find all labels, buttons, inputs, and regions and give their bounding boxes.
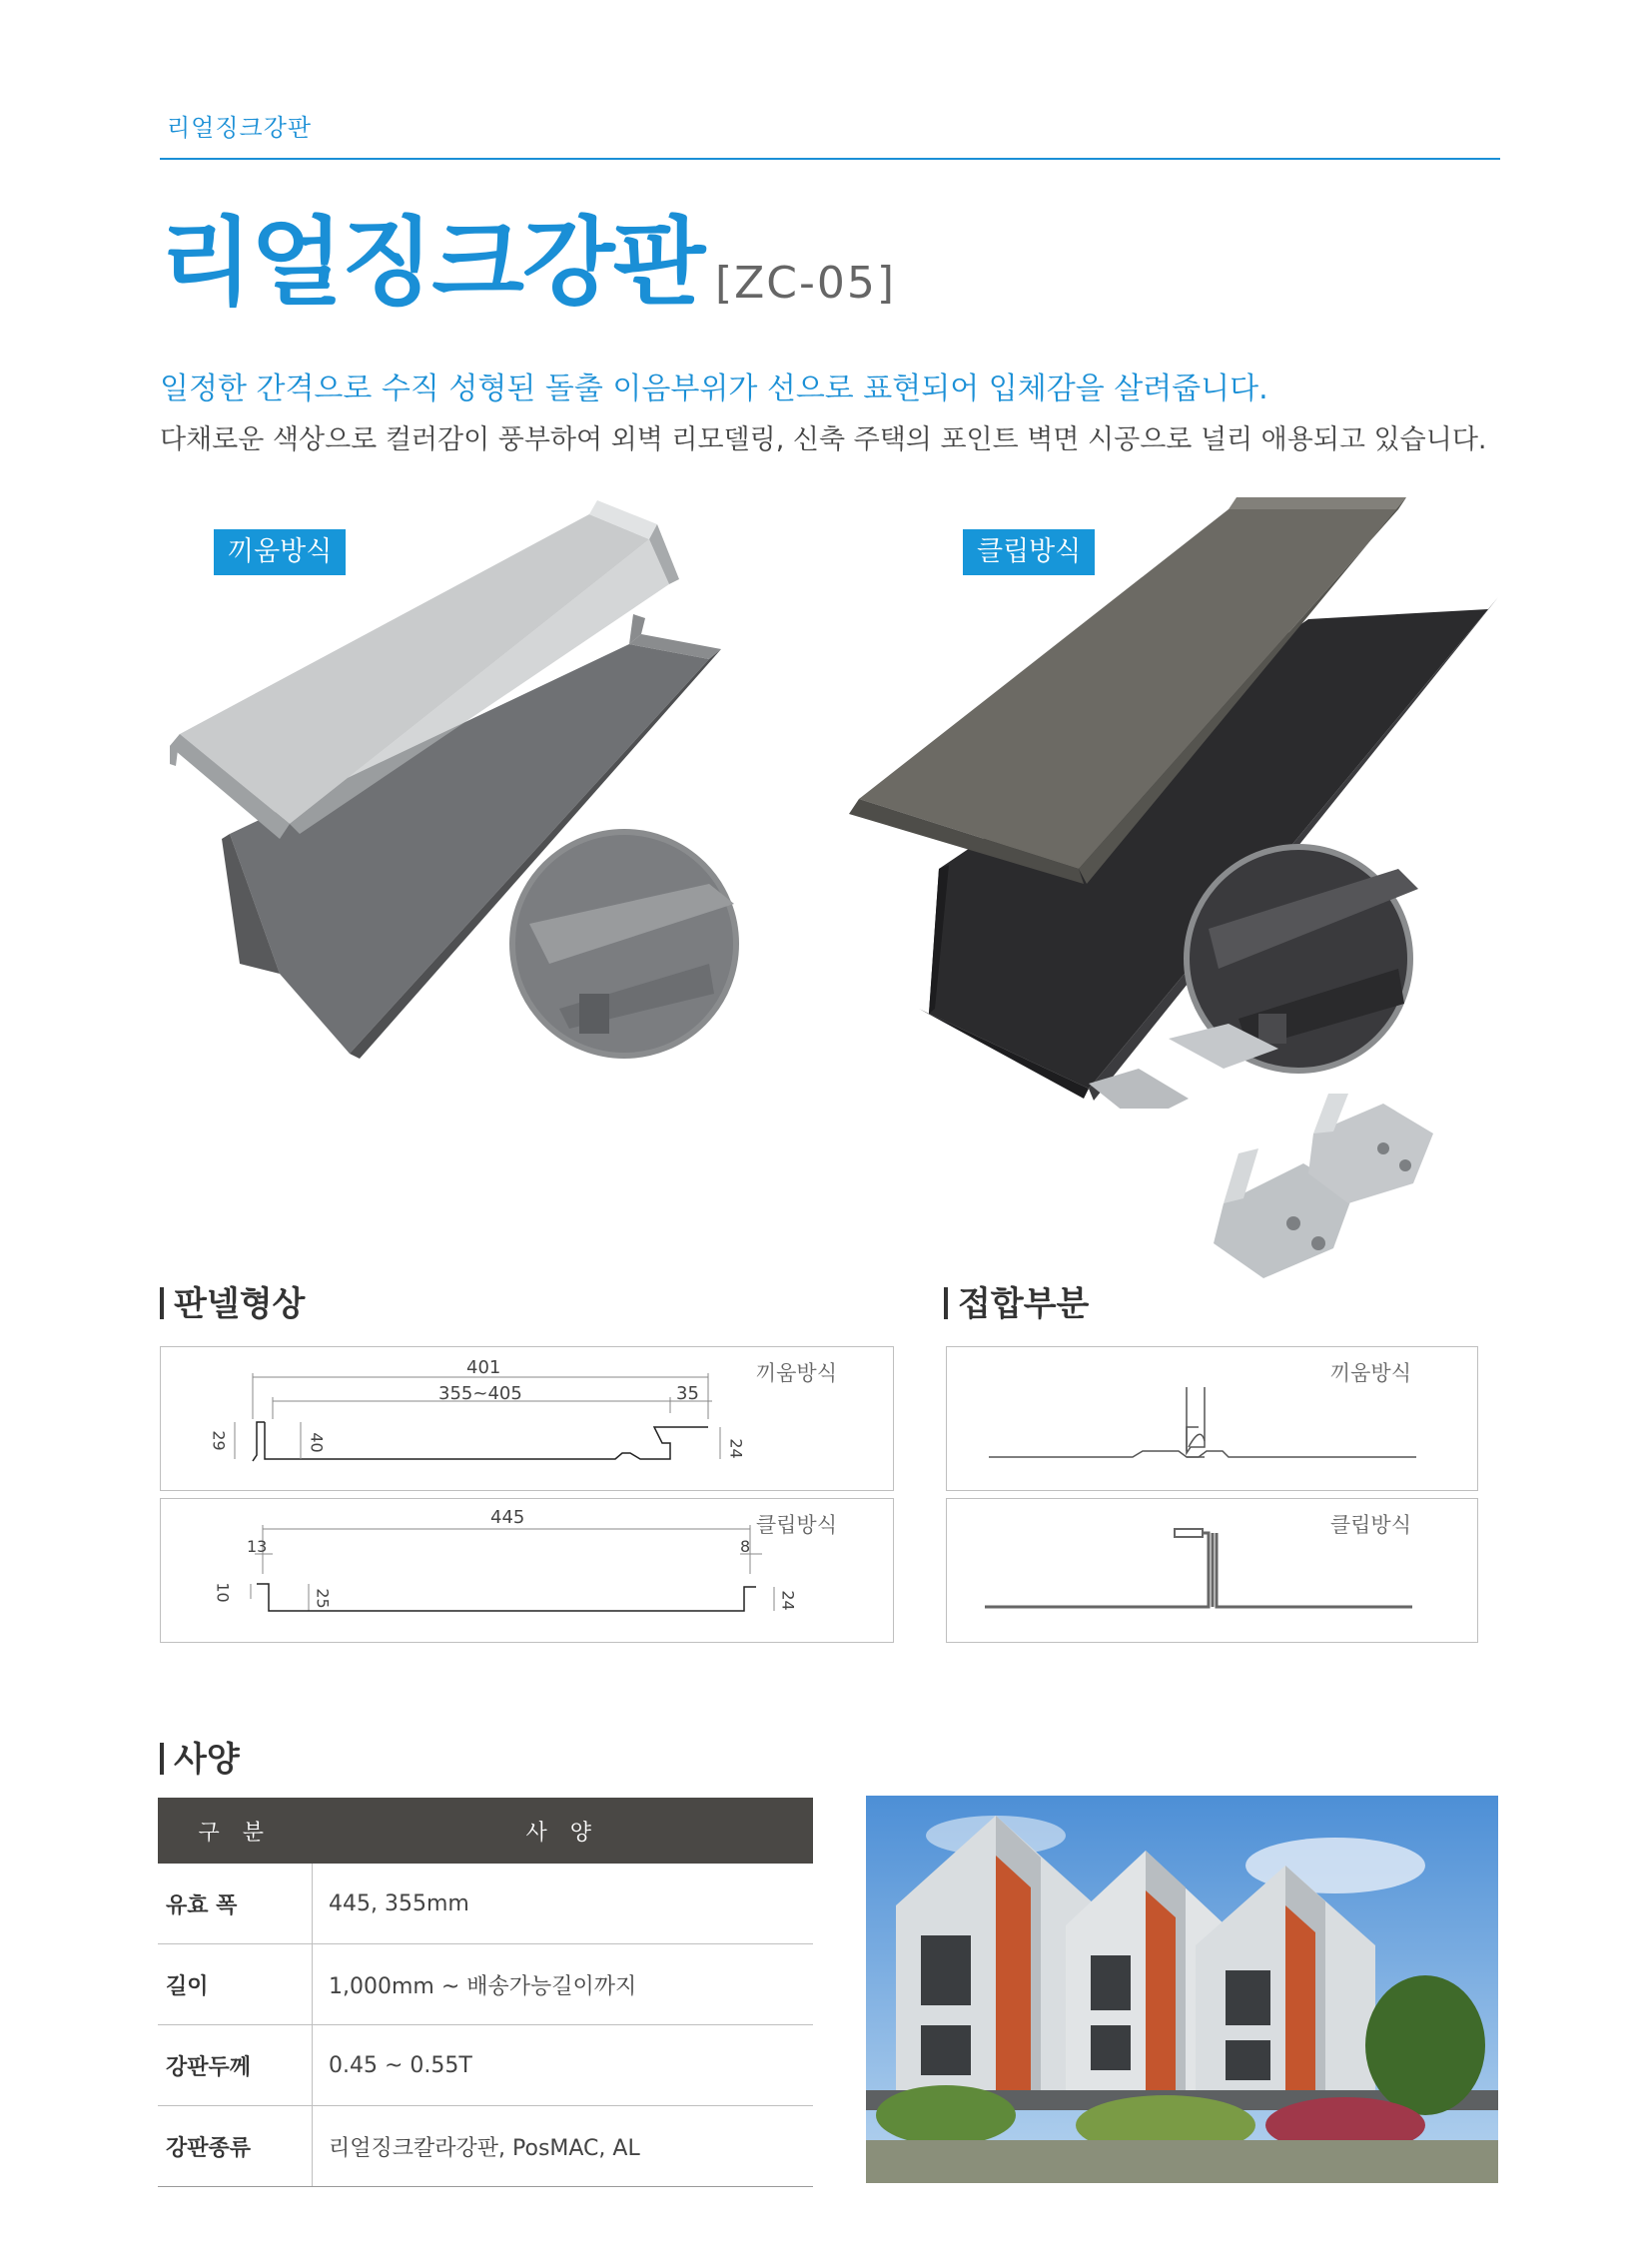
spec-row-value: 1,000mm ~ 배송가능길이까지: [313, 1944, 814, 2025]
dim-401: 401: [466, 1357, 501, 1378]
dim-24: 24: [726, 1438, 746, 1459]
product-code: [ZC-05]: [715, 258, 897, 309]
dim-445: 445: [490, 1507, 525, 1528]
joint-fitting-label: 끼움방식: [1329, 1361, 1411, 1385]
panel-shape-title: 판넬형상: [174, 1284, 306, 1324]
joint-clip-box: [946, 1498, 1478, 1643]
table-row: [158, 1864, 813, 1944]
dim-40: 40: [307, 1432, 327, 1453]
spec-heading: [160, 1732, 240, 1781]
dim-8: 8: [740, 1537, 751, 1556]
spec-header-category: 구 분: [158, 1798, 313, 1864]
page-description: 다채로운 색상으로 컬러감이 풍부하여 외벽 리모델링, 신축 주택의 포인트 벽면 시공으로 널리 애용되고 있습니다.: [160, 424, 1487, 455]
clip-type-tag: 클립방식: [963, 529, 1095, 575]
dim-355-405: 355~405: [438, 1383, 522, 1404]
panel-shape-clip-box: [160, 1498, 894, 1643]
spec-row-label: 길이: [158, 1944, 313, 2025]
dim-35: 35: [676, 1383, 699, 1404]
spec-table: [158, 1798, 813, 2187]
header-divider: [160, 158, 1500, 160]
clip-profile-drawing: [161, 1499, 893, 1642]
spec-row-label: 강판두께: [158, 2025, 313, 2106]
panel-shape-fitting-box: [160, 1346, 894, 1491]
dim-25: 25: [313, 1588, 333, 1609]
clip-panel-illustration: [839, 489, 1518, 1109]
table-row: [158, 2106, 813, 2187]
dim-10: 10: [213, 1582, 233, 1603]
panel-shape-fitting-label: 끼움방식: [755, 1361, 837, 1385]
spec-row-value: 445, 355mm: [313, 1864, 814, 1944]
fitting-panel-illustration: [150, 494, 849, 1094]
spec-row-value: 리얼징크칼라강판, PosMAC, AL: [313, 2106, 814, 2187]
table-row: [158, 2025, 813, 2106]
clip-fastener-image: [1184, 1094, 1453, 1298]
spec-row-label: 유효 폭: [158, 1864, 313, 1944]
heading-bar: [944, 1287, 948, 1319]
panel-shape-heading: [160, 1276, 305, 1325]
building-photo: [866, 1796, 1498, 2183]
spec-header-spec: 사 양: [313, 1798, 814, 1864]
dim-13: 13: [247, 1537, 268, 1556]
spec-header-row: [158, 1798, 813, 1864]
joint-heading: [944, 1276, 1089, 1325]
page-title: 리얼징크강판: [160, 207, 704, 319]
page-subtitle: 일정한 간격으로 수직 성형된 돌출 이음부위가 선으로 표현되어 입체감을 살려줍니다.: [160, 372, 1268, 406]
fitting-type-tag: 끼움방식: [214, 529, 346, 575]
fitting-joint-drawing: [947, 1347, 1477, 1490]
joint-fitting-box: [946, 1346, 1478, 1491]
joint-title: 접합부분: [958, 1284, 1090, 1324]
spec-row-value: 0.45 ~ 0.55T: [313, 2025, 814, 2106]
dim-29: 29: [209, 1430, 229, 1451]
spec-row-label: 강판종류: [158, 2106, 313, 2187]
table-row: [158, 1944, 813, 2025]
dim-24-clip: 24: [778, 1590, 798, 1611]
heading-bar: [160, 1743, 164, 1775]
heading-bar: [160, 1287, 164, 1319]
joint-clip-label: 클립방식: [1329, 1513, 1411, 1537]
fitting-profile-drawing: [161, 1347, 893, 1490]
clip-joint-drawing: [947, 1499, 1477, 1642]
spec-title: 사양: [174, 1740, 240, 1780]
panel-shape-clip-label: 클립방식: [755, 1513, 837, 1537]
breadcrumb: 리얼징크강판: [167, 114, 313, 142]
